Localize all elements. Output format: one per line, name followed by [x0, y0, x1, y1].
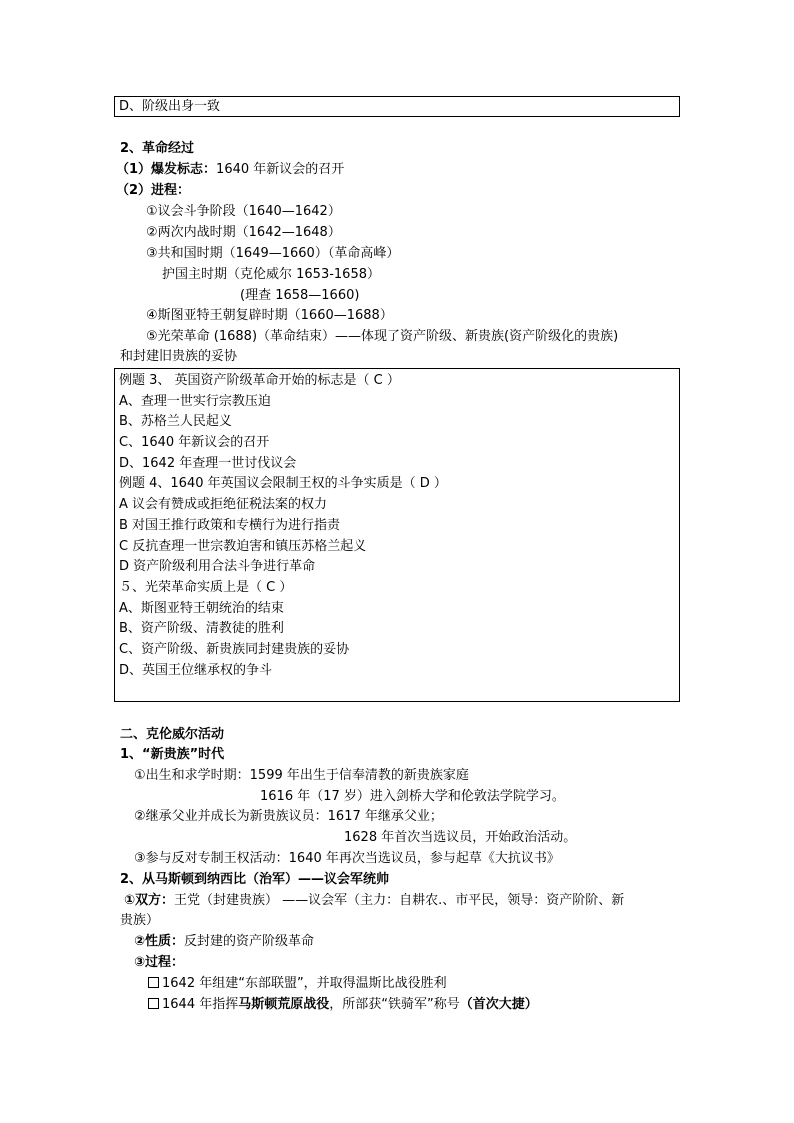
stage-3: ③共和国时期（1649—1660）（革命高峰） [146, 246, 400, 261]
sides-line [124, 892, 624, 910]
life-1-cont: 1616 年（17 岁）进入剑桥大学和伦敦法学院学习。 [260, 789, 565, 804]
stage-3-protectorate: 护国主时期（克伦威尔 1653-1658） [162, 267, 380, 282]
example-5-option-c: C、资产阶级、新贵族同封建贵族的妥协 [119, 641, 350, 657]
sides-text: 王党（封建贵族） ——议会军（主力：自耕农.、市平民，领导：资产阶阶、新 [174, 893, 625, 908]
sub-heading-new-nobility: 1、“新贵族”时代 [120, 747, 225, 762]
example-3-option-d: D、1642 年查理一世讨伐议会 [119, 455, 297, 471]
nature-label: ②性质： [134, 934, 185, 949]
item-outbreak-text: 1640 年新议会的召开 [216, 162, 345, 177]
checkbox-square-icon [148, 998, 159, 1009]
life-3: ③参与反对专制王权活动：1640 年再次当选议员，参与起草《大抗议书》 [134, 851, 560, 866]
example-4-option-a: A 议会有赞成或拒绝征税法案的权力 [119, 497, 328, 513]
option-d: D、阶级出身一致 [119, 99, 221, 114]
process-item-2-battle: 马斯顿荒原战役 [238, 997, 330, 1012]
stage-1: ①议会斗争阶段（1640—1642） [146, 204, 341, 219]
top-option-box [114, 96, 680, 117]
item-outbreak-label: （1）爆发标志： [116, 162, 217, 177]
example-4-option-b: B 对国王推行政策和专横行为进行指责 [119, 517, 341, 533]
example-4-option-d: D 资产阶级利用合法斗争进行革命 [119, 559, 316, 575]
process-label: ③过程： [134, 955, 185, 970]
sides-label: ①双方： [124, 893, 175, 908]
item-process-label: （2）进程： [116, 183, 191, 198]
example-3-option-b: B、苏格兰人民起义 [119, 414, 232, 430]
example-3-question: 例题 3、 英国资产阶级革命开始的标志是（ C ） [119, 373, 400, 388]
example-3-option-c: C、1640 年新议会的召开 [119, 435, 270, 451]
stage-4: ④斯图亚特王朝复辟时期（1660—1688） [146, 308, 393, 323]
section-heading-revolution: 2、革命经过 [120, 141, 195, 156]
life-2: ②继承父业并成长为新贵族议员：1617 年继承父业； [134, 809, 443, 824]
sub-heading-army: 2、从马斯顿到纳西比（治军）——议会军统帅 [120, 872, 390, 887]
nature-line [134, 933, 314, 951]
process-item-2-text-a: 1644 年指挥 [162, 997, 239, 1012]
process-item-2 [148, 996, 538, 1014]
example-5-option-b: B、资产阶级、清教徒的胜利 [119, 621, 284, 637]
part2-heading: 二、克伦威尔活动 [120, 727, 225, 742]
example-5-question: ５、光荣革命实质上是（ C ） [119, 579, 293, 595]
life-1: ①出生和求学时期：1599 年出生于信奉清教的新贵族家庭 [134, 768, 469, 783]
item-outbreak [116, 161, 344, 179]
nature-text: 反封建的资产阶级革命 [184, 934, 315, 949]
example-5-option-a: A、斯图亚特王朝统治的结束 [119, 600, 284, 616]
stage-3-richard: (理查 1658—1660) [240, 288, 360, 303]
example-3-option-a: A、查理一世实行宗教压迫 [119, 393, 271, 409]
process-item-2-text-c: ，所部获“铁骑军”称号 [329, 997, 460, 1012]
stage-2: ②两次内战时期（1642—1648） [146, 225, 341, 240]
examples-box [114, 368, 680, 702]
process-item-2-first-victory: （首次大捷） [459, 997, 538, 1012]
stage-5: ⑤光荣革命 (1688)（革命结束）——体现了资产阶级、新贵族(资产阶级化的贵族) [146, 329, 619, 344]
example-5-option-d: D、英国王位继承权的争斗 [119, 662, 273, 678]
process-item-1 [148, 975, 447, 993]
process-item-1-text: 1642 年组建“东部联盟”，并取得温斯比战役胜利 [162, 976, 447, 991]
example-4-question: 例题 4、1640 年英国议会限制王权的斗争实质是（ D ） [119, 476, 447, 492]
stage-5-cont: 和封建旧贵族的妥协 [120, 349, 238, 364]
life-2-cont: 1628 年首次当选议员，开始政治活动。 [344, 830, 577, 845]
sides-line-cont: 贵族） [120, 913, 160, 928]
checkbox-square-icon [148, 977, 159, 988]
example-4-option-c: C 反抗查理一世宗教迫害和镇压苏格兰起义 [119, 538, 367, 554]
